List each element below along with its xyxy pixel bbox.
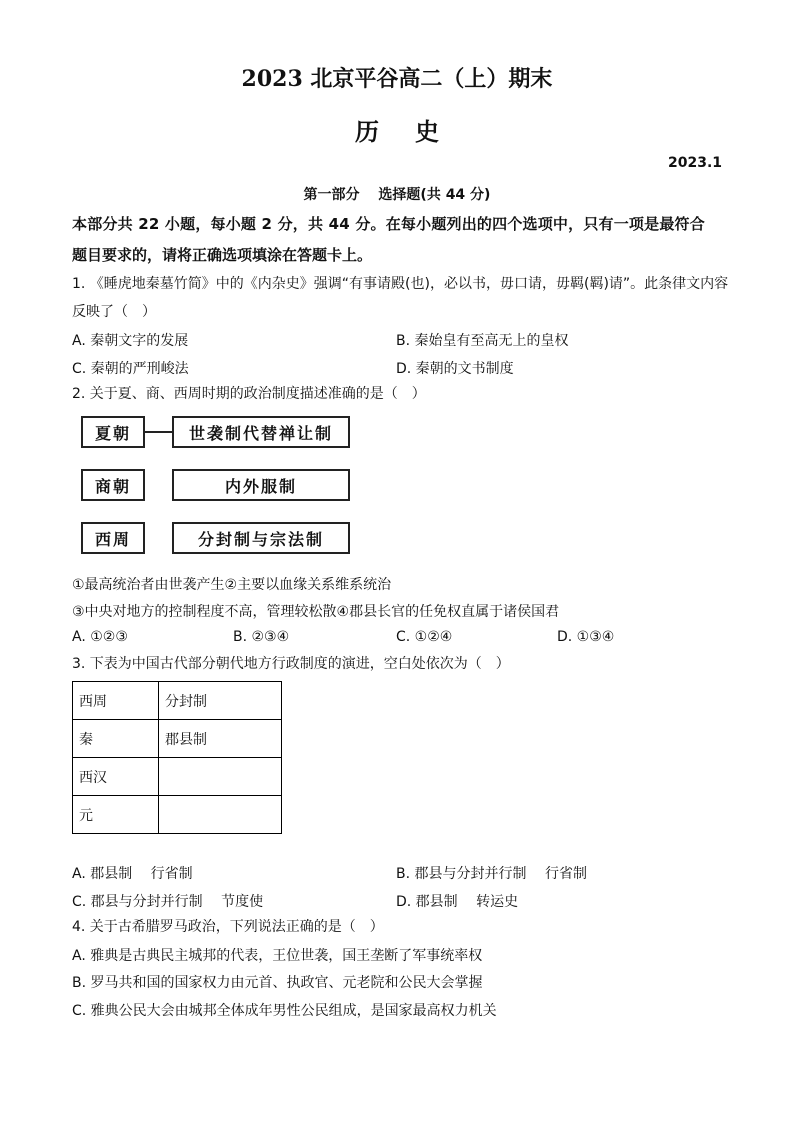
q3-table	[72, 681, 282, 834]
table-row	[73, 758, 282, 796]
table-cell: 秦	[73, 720, 159, 758]
q1-option-c: C. 秦朝的严刑峻法	[72, 361, 189, 377]
table-cell	[159, 758, 282, 796]
q3-option-b: B. 郡县与分封并行制 行省制	[396, 866, 587, 882]
subject-title: 历史	[355, 117, 475, 146]
table-cell	[159, 796, 282, 834]
diagram-connector	[145, 431, 173, 433]
q4-stem: 4. 关于古希腊罗马政治，下列说法正确的是（ ）	[72, 919, 384, 935]
section-heading: 第一部分 选择题(共 44 分)	[303, 187, 491, 203]
diagram-system-xizhou: 分封制与宗法制	[172, 522, 350, 554]
q2-statements-line1: ①最高统治者由世袭产生②主要以血缘关系维系统治	[72, 577, 392, 593]
section-instructions-line2: 题目要求的，请将正确选项填涂在答题卡上。	[72, 246, 373, 264]
table-cell: 西汉	[73, 758, 159, 796]
q3-option-d: D. 郡县制 转运史	[396, 894, 519, 910]
table-row	[73, 682, 282, 720]
exam-date: 2023.1	[668, 155, 723, 171]
section-instructions-line1: 本部分共 22 小题，每小题 2 分，共 44 分。在每小题列出的四个选项中，只有一项是最符合	[72, 215, 705, 233]
q1-option-a: A. 秦朝文字的发展	[72, 333, 189, 349]
q1-option-b: B. 秦始皇有至高无上的皇权	[396, 333, 569, 349]
table-cell: 郡县制	[159, 720, 282, 758]
table-cell: 分封制	[159, 682, 282, 720]
table-row	[73, 796, 282, 834]
q2-stem: 2. 关于夏、商、西周时期的政治制度描述准确的是（ ）	[72, 386, 426, 402]
q4-option-c: C. 雅典公民大会由城邦全体成年男性公民组成，是国家最高权力机关	[72, 1003, 497, 1019]
q4-option-a: A. 雅典是古典民主城邦的代表，王位世袭，国王垄断了军事统率权	[72, 948, 483, 964]
diagram-system-xia: 世袭制代替禅让制	[172, 416, 350, 448]
table-cell: 元	[73, 796, 159, 834]
q3-stem: 3. 下表为中国古代部分朝代地方行政制度的演进，空白处依次为（ ）	[72, 656, 510, 672]
q2-option-c: C. ①②④	[396, 629, 453, 645]
table-cell: 西周	[73, 682, 159, 720]
q3-option-a: A. 郡县制 行省制	[72, 866, 193, 882]
diagram-system-shang: 内外服制	[172, 469, 350, 501]
diagram-dynasty-xia: 夏朝	[81, 416, 145, 448]
diagram-dynasty-xizhou: 西周	[81, 522, 145, 554]
q3-option-c: C. 郡县与分封并行制 节度使	[72, 894, 264, 910]
q4-option-b: B. 罗马共和国的国家权力由元首、执政官、元老院和公民大会掌握	[72, 975, 483, 991]
q2-option-a: A. ①②③	[72, 629, 128, 645]
q1-stem-line1: 1. 《睡虎地秦墓竹简》中的《内杂史》强调“有事请殿(也)，必以书，毋口请，毋羁(羁)请”。此条律文内容	[72, 276, 729, 292]
q2-statements-line2: ③中央对地方的控制程度不高，管理较松散④郡县长官的任免权直属于诸侯国君	[72, 604, 560, 620]
q2-option-b: B. ②③④	[233, 629, 290, 645]
document-title: 2023 北京平谷高二（上）期末	[241, 66, 553, 92]
q1-stem-line2: 反映了（ ）	[72, 304, 156, 320]
diagram-dynasty-shang: 商朝	[81, 469, 145, 501]
table-row	[73, 720, 282, 758]
q1-option-d: D. 秦朝的文书制度	[396, 361, 514, 377]
q2-option-d: D. ①③④	[557, 629, 615, 645]
